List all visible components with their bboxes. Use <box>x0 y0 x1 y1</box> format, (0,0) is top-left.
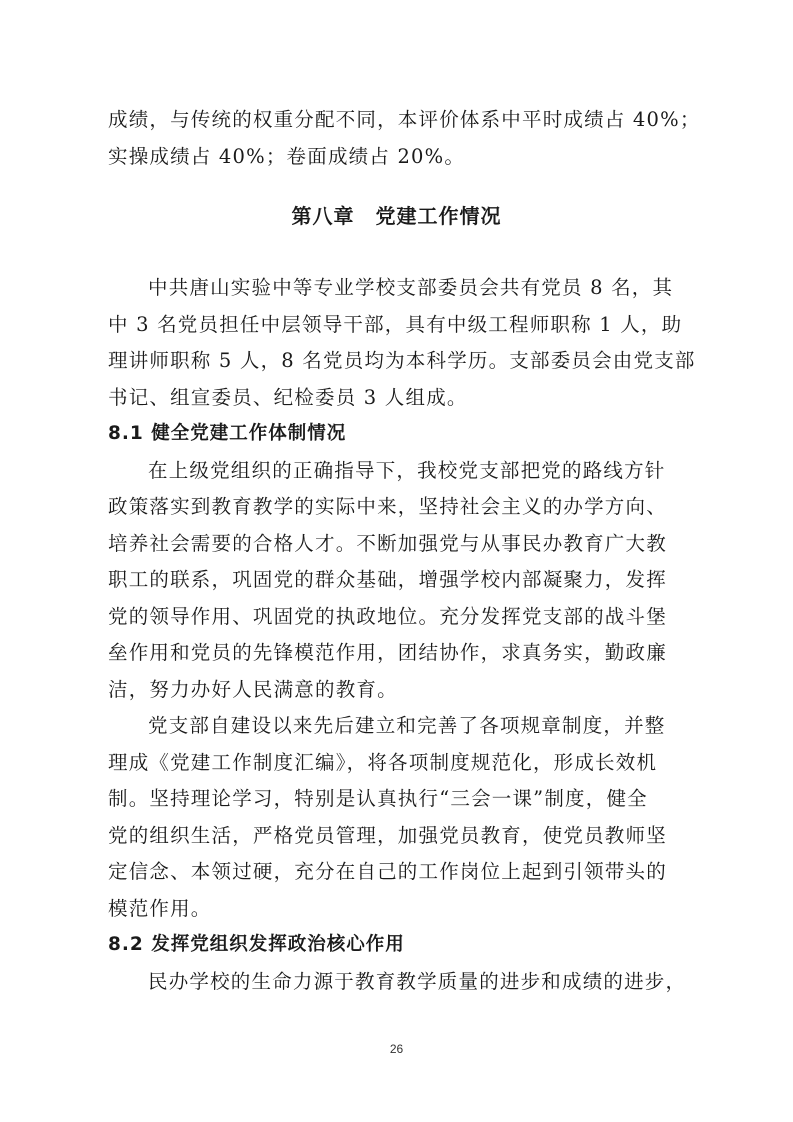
text-line: 实操成绩占 40%；卷面成绩占 20%。 <box>108 144 466 168</box>
text-line: 洁，努力办好人民满意的教育。 <box>108 677 398 701</box>
text-line: 民办学校的生命力源于教育教学质量的进步和成绩的进步， <box>148 969 687 993</box>
text-line: 政策落实到教育教学的实际中来，坚持社会主义的办学方向、 <box>108 495 667 518</box>
text-line: 职工的联系，巩固党的群众基础，增强学校内部凝聚力，发挥 <box>108 568 667 591</box>
text-line: 理成《党建工作制度汇编》，将各项制度规范化，形成长效机 <box>108 750 658 774</box>
text-line: 中共唐山实验中等专业学校支部委员会共有党员 8 名，其 <box>148 276 674 299</box>
text-line: 模范作用。 <box>108 896 212 920</box>
paragraph-guidance <box>108 453 688 709</box>
text-line: 党的组织生活，严格党员管理，加强党员教育，使党员教师坚 <box>108 823 667 847</box>
text-line: 在上级党组织的正确指导下，我校党支部把党的路线方针 <box>148 458 666 482</box>
text-line: 定信念、本领过硬，充分在自己的工作岗位上起到引领带头的 <box>108 860 667 883</box>
intro-paragraph <box>108 102 701 175</box>
paragraph-regulations <box>108 708 688 927</box>
page-number: 26 <box>389 1042 404 1056</box>
text-line: 党支部自建设以来先后建立和完善了各项规章制度，并整 <box>148 714 666 737</box>
section-heading-8-1: 8.1 健全党建工作体制情况 <box>108 423 347 444</box>
text-line: 书记、组宣委员、纪检委员 3 人组成。 <box>108 385 468 409</box>
section-heading-8-2: 8.2 发挥党组织发挥政治核心作用 <box>108 934 405 955</box>
chapter-title: 第八章 党建工作情况 <box>291 204 502 228</box>
text-line: 理讲师职称 5 人，8 名党员均为本科学历。支部委员会由党支部 <box>108 349 696 372</box>
paragraph-party-members <box>108 270 696 416</box>
text-line: 党的领导作用、巩固党的执政地位。充分发挥党支部的战斗堡 <box>108 604 667 628</box>
text-line: 制。坚持理论学习，特别是认真执行“三会一课”制度，健全 <box>108 787 648 810</box>
paragraph-vitality <box>108 964 688 1001</box>
text-line: 培养社会需要的合格人才。不断加强党与从事民办教育广大教 <box>108 531 667 555</box>
text-line: 垒作用和党员的先锋模范作用，团结协作，求真务实，勤政廉 <box>108 641 667 664</box>
text-line: 成绩，与传统的权重分配不同，本评价体系中平时成绩占 40%； <box>108 108 701 131</box>
text-line: 中 3 名党员担任中层领导干部，具有中级工程师职称 1 人，助 <box>108 312 683 336</box>
body-content <box>108 270 696 1000</box>
